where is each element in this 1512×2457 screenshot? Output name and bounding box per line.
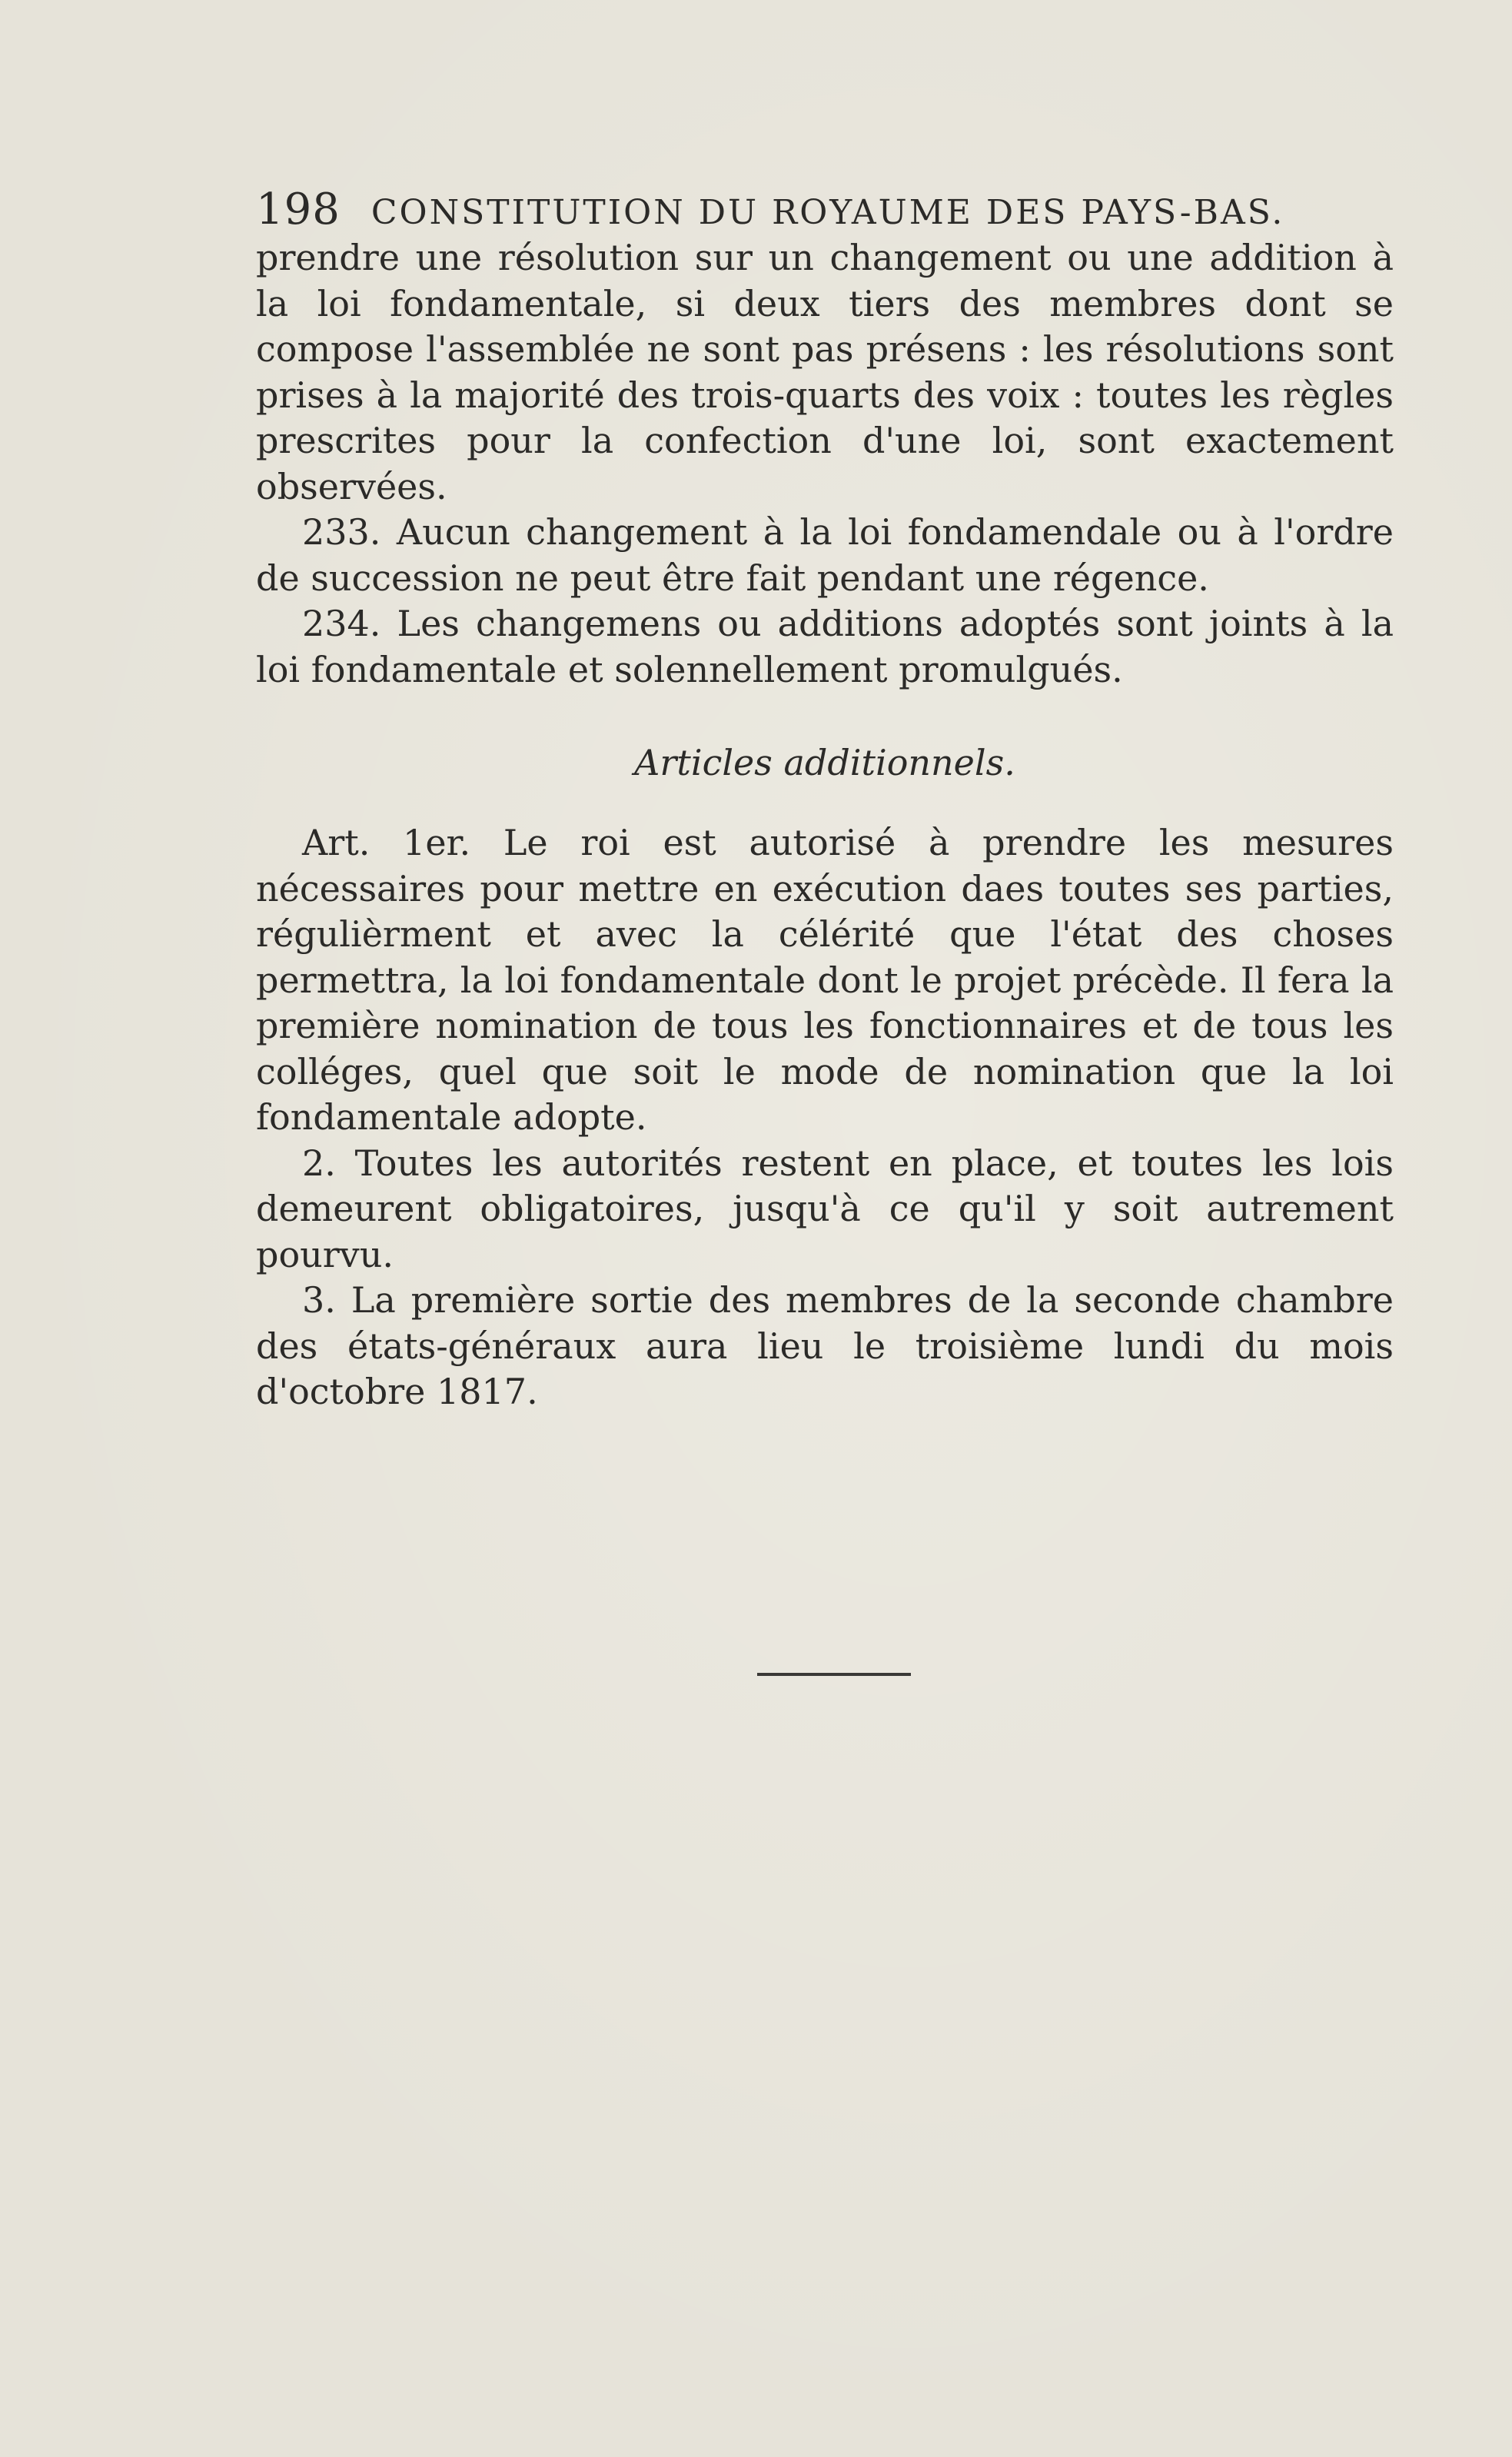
paragraph-article-233: 233. Aucun changement à la loi fondamendale ou à l'ordre de succession ne peut être fait pendant une régence. bbox=[256, 511, 1394, 599]
paragraph-article-234: 234. Les changemens ou additions adoptés sont joints à la loi fondamentale et solennellement promulgués. bbox=[256, 603, 1394, 690]
paragraph-additional-article-2: 2. Toutes les autorités restent en place, et toutes les lois demeurent obligatoires, jusqu'à ce qu'il y soit autrement pourvu. bbox=[256, 1142, 1394, 1275]
text-block bbox=[256, 185, 1394, 1415]
running-title: CONSTITUTION DU ROYAUME DES PAYS-BAS. bbox=[371, 193, 1285, 232]
paragraph-additional-article-1: Art. 1er. Le roi est autorisé à prendre les mesures nécessaires pour mettre en exécution daes toutes ses parties, régulièrment et avec la célérité que l'état des choses permettra, la loi fondamentale dont le projet précède. Il fera la première nomination de tous les fonctionnaires et de tous les colléges, quel que soit le mode de nomination que la loi fondamentale adopte. bbox=[256, 822, 1394, 1138]
paragraph-additional-article-3: 3. La première sortie des membres de la seconde chambre des états-généraux aura lieu le troisième lundi du mois d'octobre 1817. bbox=[256, 1279, 1394, 1412]
end-rule-divider bbox=[757, 1673, 911, 1676]
running-head bbox=[256, 185, 1394, 235]
section-heading: Articles additionnels. bbox=[634, 742, 1015, 783]
page-number: 198 bbox=[256, 185, 341, 234]
paragraph-continuation: prendre une résolution sur un changement ou une addition à la loi fondamentale, si deux tiers des membres dont se compose l'assemblée ne sont pas présens : les résolutions sont prises à la majorité des trois-quarts des voix : toutes les règles prescrites pour la confection d'une loi, sont exactement observées. bbox=[256, 237, 1394, 507]
